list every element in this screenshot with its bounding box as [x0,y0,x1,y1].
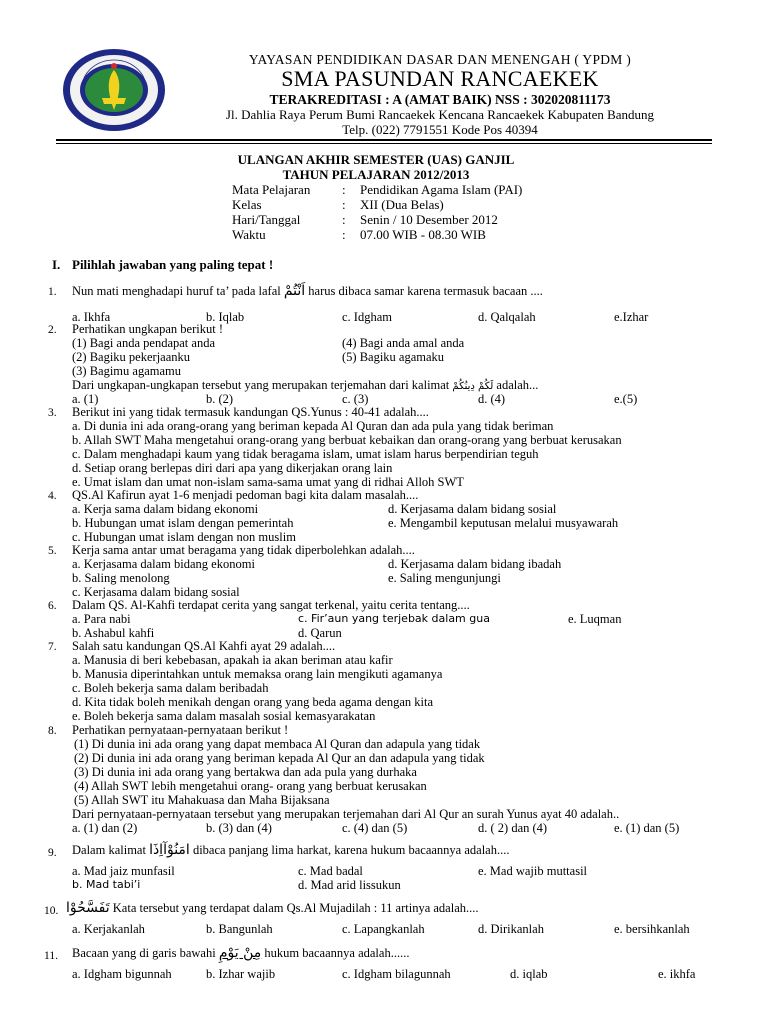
question-number: 2. [48,324,57,336]
option: d. Setiap orang berlepas diri dari apa yang dikerjakan orang lain [72,461,393,475]
question-text: Dari ungkapan-ungkapan tersebut yang merupakan terjemahan dari kalimat لَكُمْ دِينُكُمْ adalah... [72,378,539,392]
option: b. Mad tabi’i [72,878,141,891]
option: a. Mad jaiz munfasil [72,864,175,878]
option: c. Idgham [342,310,392,324]
option: c. Mad badal [298,864,363,878]
option: e. Boleh bekerja sama dalam masalah sosial kemasyarakatan [72,709,376,723]
option: d. Qalqalah [478,310,536,324]
school-name: SMA PASUNDAN RANCAEKEK [281,66,599,91]
statement: (3) Di dunia ini ada orang yang bertakwa dan ada pula yang durhaka [74,765,417,779]
option: b. Izhar wajib [206,967,276,981]
option: a. Idgham bigunnah [72,967,172,981]
question-text: QS.Al Kafirun ayat 1-6 menjadi pedoman bagi kita dalam masalah.... [72,488,419,502]
option: e.(5) [614,392,638,406]
question-number: 5. [48,545,57,557]
option: c. Boleh bekerja sama dalam beribadah [72,681,269,695]
option: e. Mad wajib muttasil [478,864,588,878]
statement: (3) Bagimu agamamu [72,364,181,378]
question-text: Bacaan yang di garis bawahi مِنْ يَوْمِ hukum bacaannya adalah...... [72,945,410,961]
option: b. Allah SWT Maha mengetahui orang-orang yang berbuat kebaikan dan orang-orang yang berbuat kerusakan [72,433,622,447]
address: Jl. Dahlia Raya Perum Bumi Rancaekek Kencana Rancaekek Kabupaten Bandung [225,107,655,122]
info-value: Pendidikan Agama Islam (PAI) [360,182,523,197]
info-value: 07.00 WIB - 08.30 WIB [360,227,486,242]
question-text: Salah satu kandungan QS.Al Kahfi ayat 29 adalah.... [72,639,336,653]
exam-page: YAYASAN PENDIDIKAN DASAR DAN MENENGAH ( YPDM ) SMA PASUNDAN RANCAEKEK TERAKREDITASI : A (AMAT BAIK) NSS : 302020811173 Jl. Dahlia Raya Perum Bumi Rancaekek Kencana Rancaekek Kabupaten Bandung Telp. (022) 7791551 Kode Pos 40394 ULANGAN AKHIR SEMESTER (UAS) GANJIL TAHUN PELAJARAN 2012/2013 Mata Pelajaran : Pendidikan Agama Islam (PAI) Kelas : XII (Dua Belas) Hari/Tanggal : Senin / 10 Desember 2012 Waktu : 07.00 WIB - 08.30 WIB I. Pilihlah jawaban yang paling tepat ! 1. Nun mati menghadapi huruf ta’ pada lafal اَنْتُمْ harus dibaca samar karena termasuk bacaan .... a. Ikhfa b. Iqlab c. Idgham d. Qalqalah e.Izhar 2. Perhatikan ungkapan berikut ! (1) Bagi anda pendapat anda (4) Bagi anda amal anda (2) Bagiku pekerjaanku (5) Bagiku agamaku (3) Bagimu agamamu Dari ungkapan-ungkapan tersebut yang merupakan terjemahan dari kalimat لَكُمْ دِينُكُمْ adalah... a. (1) b. (2) c. (3) d. (4) e.(5) 3. Berikut ini yang tidak termasuk kandungan QS.Yunus : 40-41 adalah.... a. Di dunia ini ada orang-orang yang beriman kepada Al Quran dan ada pula yang tidak beriman b. Allah SWT Maha mengetahui orang-orang yang berbuat kebaikan dan orang-orang yang berbuat kerusakan c. Dalam menghadapi kaum yang tidak beragama islam, umat islam harus berpendirian teguh d. Setiap orang berlepas diri dari apa yang dikerjakan orang lain e. Umat islam dan umat non-islam sama-sama umat yang di ridhai Alloh SWT 4. QS.Al Kafirun ayat 1-6 menjadi pedoman bagi kita dalam masalah.... a. Kerja sama dalam bidang ekonomi d. Kerjasama dalam bidang sosial b. Hubungan umat islam dengan pemerintah e. Mengambil keputusan melalui musyawarah c. Hubungan umat islam dengan non muslim 5. Kerja sama antar umat beragama yang tidak diperbolehkan adalah.... a. Kerjasama dalam bidang ekonomi d. Kerjasama dalam bidang ibadah b. Saling menolong e. Saling mengunjungi c. Kerjasama dalam bidang sosial 6. Dalam QS. Al-Kahfi terdapat cerita yang sangat terkenal, yaitu cerita tentang.... a. Para nabi c. Fir’aun yang terjebak dalam gua e. Luqman b. Ashabul kahfi d. Qarun 7. Salah satu kandungan QS.Al Kahfi ayat 29 adalah.... a. Manusia di beri kebebasan, apakah ia akan beriman atau kafir b. Manusia diperintahkan untuk memaksa orang lain mengikuti agamanya c. Boleh bekerja sama dalam beribadah d. Kita tidak boleh menikah dengan orang yang beda agama dengan kita e. Boleh bekerja sama dalam masalah sosial kemasyarakatan 8. Perhatikan pernyataan-pernyataan berikut ! (1) Di dunia ini ada orang yang dapat membaca Al Quran dan adapula yang tidak (2) Di dunia ini ada orang yang beriman kepada Al Qur an dan adapula yang tidak (3) Di dunia ini ada orang yang bertakwa dan ada pula yang durhaka (4) Allah SWT lebih mengetahui orang- orang yang berbuat kerusakan (5) Allah SWT itu Mahakuasa dan Maha Bijaksana Dari pernyataan-pernyataan tersebut yang merupakan terjemahan dari Al Qur an surah Yunus ayat 40 adalah.. a. (1) dan (2) b. (3) dan (4) c. (4) dan (5) d. ( 2) dan (4) e. (1) dan (5) 9. Dalam kalimat امَنُوْآاِذَا dibaca panjang lima harkat, karena hukum bacaannya adalah.... a. Mad jaiz munfasil c. Mad badal e. Mad wajib muttasil b. Mad tabi’i d. Mad arid lissukun 10. تَفَسَّحُوْا Kata tersebut yang terdapat dalam Qs.Al Mujadilah : 11 artinya adalah.... a. Kerjakanlah b. Bangunlah c. Lapangkanlah d. Dirikanlah e. bersihkanlah 11. Bacaan yang di garis bawahi مِنْ يَوْمِ hukum bacaannya adalah...... a. Idgham bigunnah b. Izhar wajib c. Idgham bilagunnah d. iqlab e. ikhfa [0,0,768,1024]
option: d. Qarun [298,626,342,640]
accreditation: TERAKREDITASI : A (AMAT BAIK) NSS : 302020811173 [269,92,611,107]
info-value: XII (Dua Belas) [360,197,444,212]
info-label: Hari/Tanggal [232,212,301,227]
option: a. (1) [72,392,99,406]
info-label: Mata Pelajaran [232,182,311,197]
info-value: Senin / 10 Desember 2012 [360,212,498,227]
option: d. Dirikanlah [478,922,544,936]
info-label: Kelas [232,197,262,212]
option: a. Para nabi [72,612,131,626]
option: d. Kita tidak boleh menikah dengan orang yang beda agama dengan kita [72,695,433,709]
statement: (1) Di dunia ini ada orang yang dapat membaca Al Quran dan adapula yang tidak [74,737,481,751]
option: a. Kerjasama dalam bidang ekonomi [72,557,255,571]
statement: (1) Bagi anda pendapat anda [72,336,215,350]
option: b. (3) dan (4) [206,821,272,835]
question-number: 7. [48,641,57,653]
statement: (2) Di dunia ini ada orang yang beriman kepada Al Qur an dan adapula yang tidak [74,751,485,765]
option: e. Umat islam dan umat non-islam sama-sama umat yang di ridhai Alloh SWT [72,475,464,489]
question-number: 6. [48,600,57,612]
option: c. (4) dan (5) [342,821,408,835]
option: d. iqlab [510,967,548,981]
statement: (2) Bagiku pekerjaanku [72,350,191,364]
question-number: 4. [48,490,57,502]
school-logo [62,48,166,132]
question-number: 9. [48,847,57,859]
option: a. Manusia di beri kebebasan, apakah ia akan beriman atau kafir [72,653,393,667]
option: e. bersihkanlah [614,922,690,936]
option: c. Lapangkanlah [342,922,425,936]
question-text: Perhatikan ungkapan berikut ! [72,322,223,336]
option: b. Iqlab [206,310,245,324]
option: e. Luqman [568,612,622,626]
option: c. Fir’aun yang terjebak dalam gua [298,612,490,625]
option: b. Saling menolong [72,571,170,585]
statement: (5) Allah SWT itu Mahakuasa dan Maha Bijaksana [74,793,330,807]
question-number: 8. [48,725,57,737]
statement: (5) Bagiku agamaku [342,350,445,364]
question-text: Nun mati menghadapi huruf ta’ pada lafal اَنْتُمْ harus dibaca samar karena termasuk bacaan .... [72,283,543,299]
option: e. ikhfa [658,967,696,981]
section-heading: I. Pilihlah jawaban yang paling tepat ! [52,257,274,272]
question-number: 10. [44,905,59,917]
option: e. Saling mengunjungi [388,571,501,585]
question-text: تَفَسَّحُوْا Kata tersebut yang terdapat dalam Qs.Al Mujadilah : 11 artinya adalah.... [66,900,479,916]
option: a. Di dunia ini ada orang-orang yang beriman kepada Al Quran dan ada pula yang tidak beriman [72,419,554,433]
option: a. (1) dan (2) [72,821,138,835]
header-divider-thin [56,143,712,144]
option: d. Kerjasama dalam bidang ibadah [388,557,562,571]
option: d. Mad arid lissukun [298,878,401,892]
phone: Telp. (022) 7791551 Kode Pos 40394 [342,122,538,137]
statement: (4) Bagi anda amal anda [342,336,465,350]
option: b. Hubungan umat islam dengan pemerintah [72,516,294,530]
option: a. Ikhfa [72,310,111,324]
question-text: Dalam QS. Al-Kahfi terdapat cerita yang sangat terkenal, yaitu cerita tentang.... [72,598,470,612]
option: b. (2) [206,392,234,406]
option: b. Bangunlah [206,922,273,936]
option: c. Hubungan umat islam dengan non muslim [72,530,296,544]
exam-year: TAHUN PELAJARAN 2012/2013 [282,167,470,182]
info-label: Waktu [232,227,266,242]
option: d. Kerjasama dalam bidang sosial [388,502,557,516]
option: c. Dalam menghadapi kaum yang tidak beragama islam, umat islam harus berpendirian teguh [72,447,539,461]
option: e. Mengambil keputusan melalui musyawarah [388,516,619,530]
option: e. (1) dan (5) [614,821,680,835]
question-number: 1. [48,286,57,298]
question-text: Perhatikan pernyataan-pernyataan berikut ! [72,723,289,737]
option: a. Kerjakanlah [72,922,145,936]
option: c. Idgham bilagunnah [342,967,451,981]
question-number: 3. [48,407,57,419]
option: b. Manusia diperintahkan untuk memaksa orang lain mengikuti agamanya [72,667,443,681]
option: a. Kerja sama dalam bidang ekonomi [72,502,259,516]
option: d. ( 2) dan (4) [478,821,548,835]
header-divider [56,139,712,141]
option: b. Ashabul kahfi [72,626,155,640]
question-number: 11. [44,950,58,962]
option: e.Izhar [614,310,649,324]
question-text: Berikut ini yang tidak termasuk kandungan QS.Yunus : 40-41 adalah.... [72,405,429,419]
question-text: Dari pernyataan-pernyataan tersebut yang merupakan terjemahan dari Al Qur an surah Yunus ayat 40 adalah.. [72,807,620,821]
question-text: Kerja sama antar umat beragama yang tidak diperbolehkan adalah.... [72,543,415,557]
statement: (4) Allah SWT lebih mengetahui orang- orang yang berbuat kerusakan [74,779,427,793]
option: c. Kerjasama dalam bidang sosial [72,585,240,599]
option: d. (4) [478,392,506,406]
question-text: Dalam kalimat امَنُوْآاِذَا dibaca panjang lima harkat, karena hukum bacaannya adalah.... [72,842,510,858]
option: c. (3) [342,392,369,406]
exam-title: ULANGAN AKHIR SEMESTER (UAS) GANJIL [237,152,515,167]
foundation-name: YAYASAN PENDIDIKAN DASAR DAN MENENGAH ( YPDM ) [248,52,632,67]
